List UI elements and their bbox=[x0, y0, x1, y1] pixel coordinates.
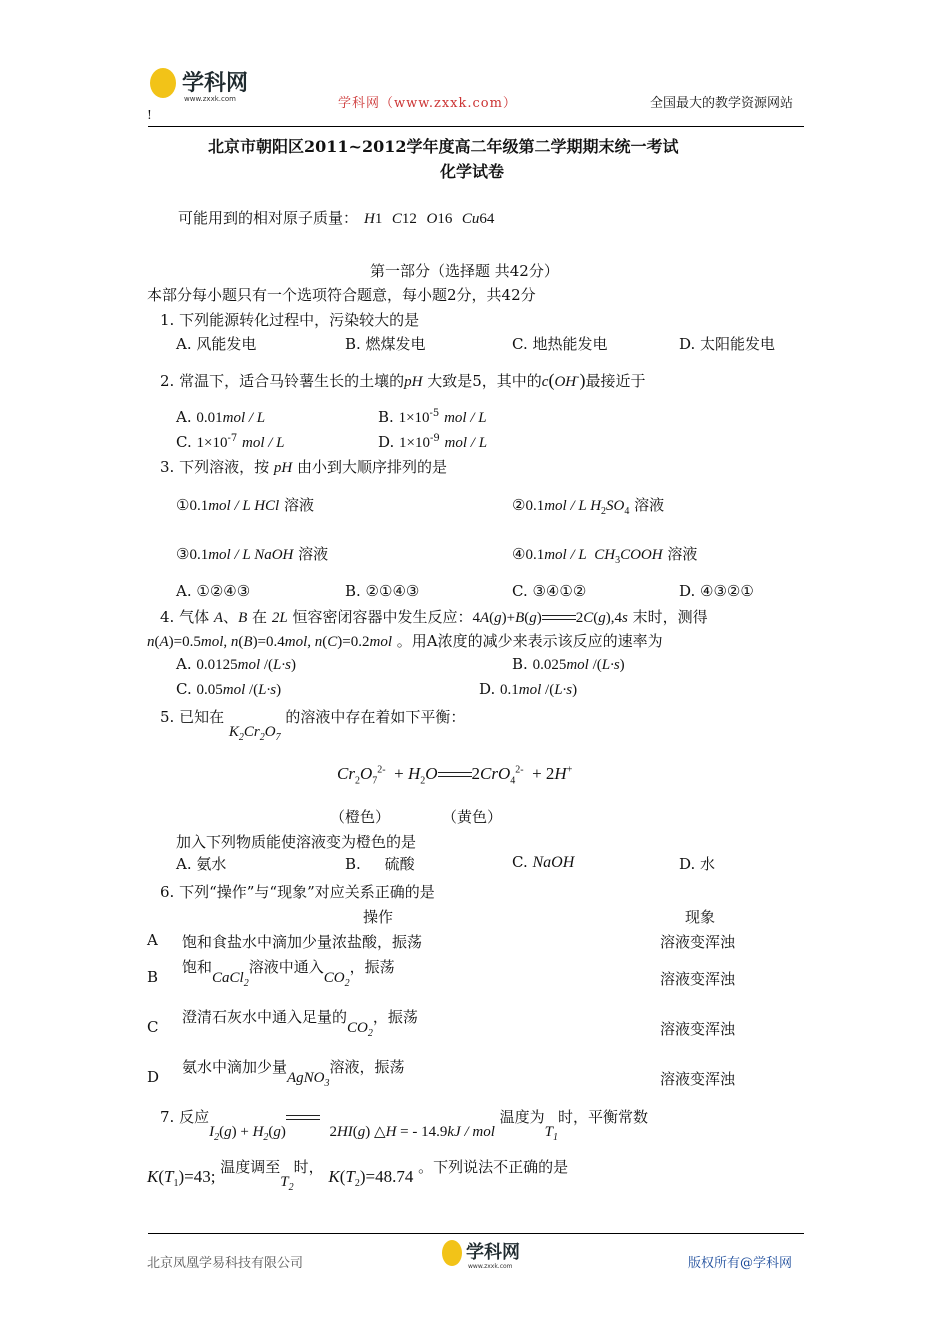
q1-option-b: B. 燃煤发电 bbox=[345, 335, 426, 353]
q3-solution-4: ④0.1mol / L $CH_3COOH$ 溶液 bbox=[512, 545, 698, 566]
q3-option-c: C. ③④①② bbox=[512, 582, 587, 600]
q3-solution-1: ①0.1mol / L HCl 溶液 bbox=[176, 496, 314, 514]
q6-stem: 6. 下列“操作”与“现象”对应关系正确的是 bbox=[160, 883, 435, 901]
q5-sub-stem: 加入下列物质能使溶液变为橙色的是 bbox=[176, 833, 417, 851]
q1-stem: 1. 下列能源转化过程中，污染较大的是 bbox=[160, 311, 420, 329]
q3-option-b: B. ②①④③ bbox=[345, 582, 420, 600]
q1-option-c: C. 地热能发电 bbox=[512, 335, 608, 353]
mascot-icon bbox=[150, 68, 176, 98]
part1-heading: 第一部分（选择题 共42分） bbox=[370, 262, 559, 280]
q4-option-b: B. 0.025mol /(L·s) bbox=[512, 655, 625, 673]
q1-option-a: A. 风能发电 bbox=[176, 335, 257, 353]
q5-yellow-label: （黄色） bbox=[442, 808, 503, 826]
q6-row-a-letter: A bbox=[147, 931, 158, 949]
q5-equilibrium: $Cr_2O_7^{2-} + H_2O$ 2CrO$_4^{2-}$ + 2H+ bbox=[337, 764, 573, 787]
q5-stem: 5. 已知在 $K_2Cr_2O_7$ 的溶液中存在着如下平衡： bbox=[160, 708, 466, 743]
q2-option-b: B. $1\times 10^{-5}$ mol / L bbox=[378, 408, 487, 426]
footer-logo bbox=[440, 1236, 530, 1274]
q6-row-d-letter: D bbox=[147, 1068, 160, 1086]
q6-row-b-phenomenon: 溶液变浑浊 bbox=[660, 970, 736, 988]
header-rule bbox=[148, 126, 804, 127]
q4-option-a: A. 0.0125mol /(L·s) bbox=[176, 655, 296, 673]
q6-row-d-phenomenon: 溶液变浑浊 bbox=[660, 1070, 736, 1088]
q3-option-d: D. ④③②① bbox=[679, 582, 754, 600]
footer-rights[interactable]: 版权所有@学科网 bbox=[688, 1256, 793, 1271]
mascot-icon bbox=[442, 1240, 462, 1266]
footer-rule bbox=[148, 1233, 804, 1234]
q6-row-a-operation: 饱和食盐水中滴加少量浓盐酸，振荡 bbox=[182, 933, 423, 951]
q6-row-c-letter: C bbox=[147, 1018, 159, 1036]
q4-stem: 4. 气体 A、B 在 2L 恒容密闭容器中发生反应：4A(g)+B(g) 2C(g),4s 末时，测得 bbox=[160, 608, 708, 626]
q5-option-a: A. 氨水 bbox=[176, 855, 227, 873]
q6-row-a-phenomenon: 溶液变浑浊 bbox=[660, 933, 736, 951]
q5-option-c: C. NaOH bbox=[512, 853, 575, 871]
q7-stem-line2: $K(T_1)=43$; 温度调至$T_2$时， $K(T_2)=48.74$ 。下列说法不正确的是 bbox=[147, 1158, 569, 1193]
q3-stem: 3. 下列溶液，按 pH 由小到大顺序排列的是 bbox=[160, 458, 448, 476]
q6-col-operation: 操作 bbox=[363, 908, 394, 926]
q1-option-d: D. 太阳能发电 bbox=[679, 335, 776, 353]
atomic-mass-line: 可能用到的相对原子质量： H1 C12 O16 Cu64 bbox=[178, 209, 495, 227]
q2-option-a: A. 0.01mol / L bbox=[176, 408, 266, 426]
q5-option-d: D. 水 bbox=[679, 855, 716, 873]
q3-option-a: A. ①②④③ bbox=[176, 582, 251, 600]
site-slogan: 全国最大的教学资源网站 bbox=[650, 96, 794, 111]
q6-row-c-operation: 澄清石灰水中通入足量的$CO_2$，振荡 bbox=[182, 1008, 418, 1039]
logo-word: 学科网 bbox=[182, 71, 249, 96]
q2-option-d: D. $1\times 10^{-9}$ mol / L bbox=[378, 433, 488, 451]
q3-solution-3: ③0.1mol / L NaOH 溶液 bbox=[176, 545, 329, 563]
q5-orange-label: （橙色） bbox=[330, 808, 391, 826]
footer-logo-word: 学科网 bbox=[466, 1242, 520, 1263]
q7-stem: 7. 反应$I_2(g) + H_2(g)$ 2HI(g) △H = - 14.9kJ / mol 温度为$T_1$时，平衡常数 bbox=[160, 1108, 649, 1143]
logo-url: www.zxxk.com bbox=[184, 95, 236, 103]
q6-row-d-operation: 氨水中滴加少量AgNO$_3$溶液，振荡 bbox=[182, 1058, 405, 1089]
stray-mark: ! bbox=[147, 108, 152, 122]
atomic-mass-label: 可能用到的相对原子质量： bbox=[178, 209, 359, 227]
footer-logo-url: www.zxxk.com bbox=[468, 1263, 513, 1270]
exam-subtitle: 化学试卷 bbox=[440, 162, 505, 181]
q2-stem: 2. 常温下，适合马铃薯生长的土壤的pH 大致是5，其中的c(OH-)最接近于 bbox=[160, 370, 646, 390]
q3-solution-2: ②0.1mol / L $H_2SO_4$ 溶液 bbox=[512, 496, 665, 517]
q6-row-b-letter: B bbox=[147, 968, 159, 986]
q6-row-c-phenomenon: 溶液变浑浊 bbox=[660, 1020, 736, 1038]
q4-option-d: D. 0.1mol /(L·s) bbox=[479, 680, 578, 698]
q4-option-c: C. 0.05mol /(L·s) bbox=[176, 680, 282, 698]
q4-stem-line2: n(A)=0.5mol, n(B)=0.4mol, n(C)=0.2mol 。用A浓度的减少来表示该反应的速率为 bbox=[147, 632, 663, 650]
q6-row-b-operation: 饱和CaCl$_2$溶液中通入$CO_2$，振荡 bbox=[182, 958, 395, 989]
header-logo bbox=[148, 62, 258, 108]
part1-instruction: 本部分每小题只有一个选项符合题意，每小题2分，共42分 bbox=[147, 286, 536, 304]
footer-company: 北京凤凰学易科技有限公司 bbox=[147, 1256, 304, 1271]
exam-title: 北京市朝阳区2011~2012学年度高二年级第二学期期末统一考试 bbox=[208, 137, 679, 156]
q6-col-phenomenon: 现象 bbox=[685, 908, 716, 926]
q5-option-b: B. 硫酸 bbox=[345, 855, 415, 873]
q2-option-c: C. $1\times 10^{-7}$ mol / L bbox=[176, 433, 285, 451]
site-name[interactable]: 学科网（www.zxxk.com） bbox=[338, 96, 517, 111]
